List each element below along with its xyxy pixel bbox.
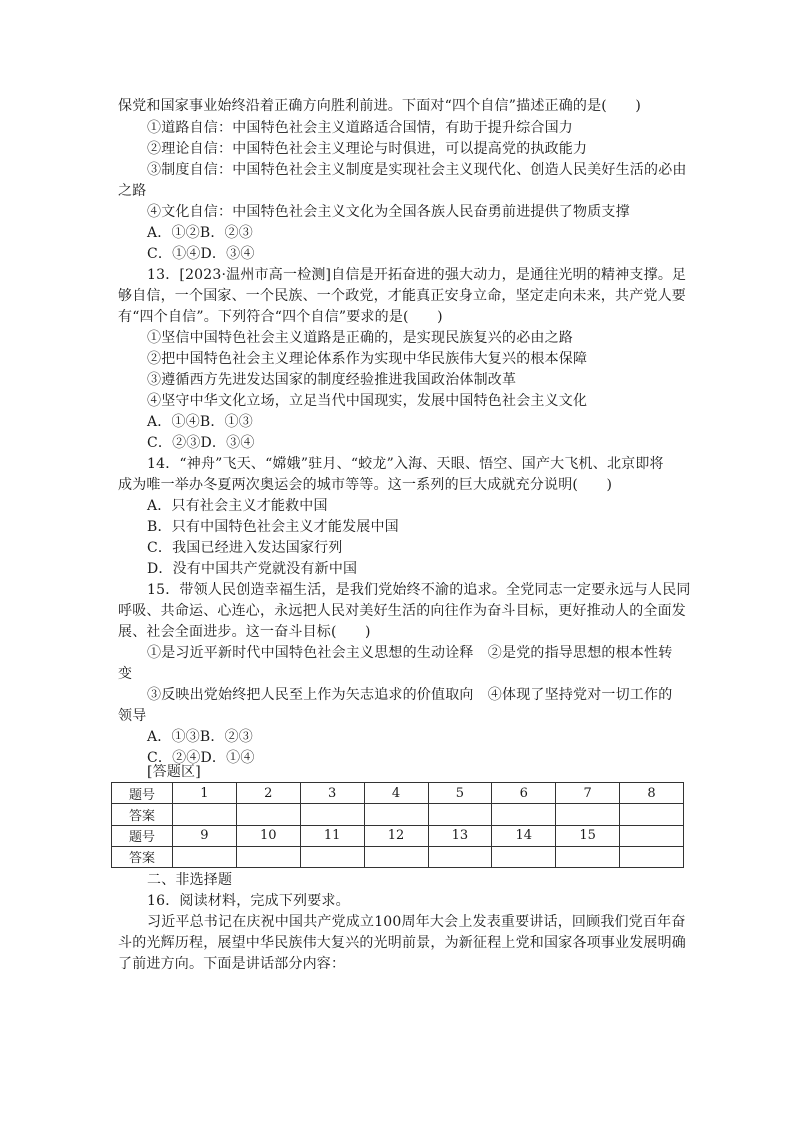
answer-cell[interactable]: [428, 804, 492, 825]
answer-table: [111, 782, 684, 868]
table-cell: 9: [173, 825, 237, 846]
answer-cell[interactable]: [173, 846, 237, 867]
table-cell: 6: [492, 783, 556, 804]
answer-cell[interactable]: [492, 846, 556, 867]
table-cell: 11: [300, 825, 364, 846]
choice-line: A．①③B．②③: [147, 729, 253, 745]
answer-cell[interactable]: [364, 804, 428, 825]
table-row: [112, 783, 684, 804]
option-statement: ③反映出党始终把人民至上作为矢志追求的价值取向 ④体现了坚持党对一切工作的: [147, 687, 673, 703]
answer-cell[interactable]: [236, 846, 300, 867]
option-statement: ③遵循西方先进发达国家的制度经验推进我国政治体制改革: [147, 372, 517, 388]
answer-cell[interactable]: [173, 804, 237, 825]
choice-line: D．没有中国共产党就没有新中国: [147, 561, 358, 577]
table-cell: [620, 825, 684, 846]
text-line: 呼吸、共命运、心连心，永远把人民对美好生活的向往作为奋斗目标，更好推动人的全面发: [118, 603, 686, 619]
option-statement: ③制度自信：中国特色社会主义制度是实现社会主义现代化、创造人民美好生活的必由: [147, 162, 687, 178]
table-cell: 4: [364, 783, 428, 804]
answer-cell[interactable]: [428, 846, 492, 867]
table-cell: 2: [236, 783, 300, 804]
answer-area-label: [答题区]: [147, 764, 201, 780]
table-cell: 10: [236, 825, 300, 846]
option-statement: ②把中国特色社会主义理论体系作为实现中华民族伟大复兴的根本保障: [147, 351, 588, 367]
answer-cell[interactable]: [556, 804, 620, 825]
option-statement: ②理论自信：中国特色社会主义理论与时俱进，可以提高党的执政能力: [147, 141, 588, 157]
question-14: 14．“神舟”飞天、“嫦娥”驻月、“蛟龙”入海、天眼、悟空、国产大飞机、北京即将: [147, 456, 664, 472]
choice-line: A．只有社会主义才能救中国: [147, 498, 328, 514]
choice-line: B．只有中国特色社会主义才能发展中国: [147, 519, 399, 535]
question-13: 13．[2023·温州市高一检测]自信是开拓奋进的强大动力，是通往光明的精神支撑。足: [147, 267, 687, 283]
table-cell: 8: [620, 783, 684, 804]
question-16: 16．阅读材料，完成下列要求。: [147, 893, 350, 909]
table-header-cell: 题号: [112, 825, 173, 846]
text-line: 之路: [118, 183, 147, 199]
text-line: 斗的光辉历程，展望中华民族伟大复兴的光明前景，为新征程上党和国家各项事业发展明确: [118, 935, 686, 951]
answer-cell[interactable]: [236, 804, 300, 825]
table-header-cell: 答案: [112, 804, 173, 825]
table-cell: 5: [428, 783, 492, 804]
text-line: 了前进方向。下面是讲话部分内容：: [118, 956, 346, 972]
text-line: 成为唯一举办冬夏两次奥运会的城市等等。这一系列的巨大成就充分说明( ): [118, 477, 613, 493]
table-row: [112, 825, 684, 846]
text-line: 保党和国家事业始终沿着正确方向胜利前进。下面对“四个自信”描述正确的是( ): [118, 98, 642, 114]
table-header-cell: 答案: [112, 846, 173, 867]
option-statement: ④文化自信：中国特色社会主义文化为全国各族人民奋勇前进提供了物质支撑: [147, 204, 630, 220]
table-cell: 7: [556, 783, 620, 804]
section-heading: 二、非选择题: [147, 872, 233, 888]
choice-line: A．①④B．①③: [147, 414, 253, 430]
option-statement: ①坚信中国特色社会主义道路是正确的，是实现民族复兴的必由之路: [147, 330, 573, 346]
table-row: [112, 846, 684, 867]
table-cell: 1: [173, 783, 237, 804]
table-header-cell: 题号: [112, 783, 173, 804]
table-cell: 3: [300, 783, 364, 804]
answer-cell[interactable]: [492, 804, 556, 825]
answer-cell[interactable]: [620, 804, 684, 825]
option-statement: ④坚守中华文化立场，立足当代中国现实，发展中国特色社会主义文化: [147, 393, 588, 409]
choice-line: C．②④D．①④: [147, 750, 255, 766]
choice-line: C．我国已经进入发达国家行列: [147, 540, 343, 556]
text-line: 习近平总书记在庆祝中国共产党成立100周年大会上发表重要讲话，回顾我们党百年奋: [147, 914, 686, 930]
answer-cell[interactable]: [364, 846, 428, 867]
choice-line: C．②③D．③④: [147, 435, 255, 451]
option-statement: ①道路自信：中国特色社会主义道路适合国情，有助于提升综合国力: [147, 120, 573, 136]
table-cell: 13: [428, 825, 492, 846]
table-cell: 15: [556, 825, 620, 846]
table-row: [112, 804, 684, 825]
text-line: 变: [118, 666, 133, 682]
text-line: 有“四个自信”。下列符合“四个自信”要求的是( ): [118, 309, 443, 325]
text-line: 领导: [118, 708, 147, 724]
choice-line: A．①②B．②③: [147, 225, 253, 241]
text-line: 够自信，一个国家、一个民族、一个政党，才能真正安身立命，坚定走向未来，共产党人要: [118, 288, 686, 304]
table-cell: 12: [364, 825, 428, 846]
choice-line: C．①④D．③④: [147, 246, 255, 262]
answer-cell[interactable]: [300, 804, 364, 825]
text-line: 展、社会全面进步。这一奋斗目标( ): [118, 624, 371, 640]
answer-cell[interactable]: [556, 846, 620, 867]
answer-cell[interactable]: [620, 846, 684, 867]
answer-cell[interactable]: [300, 846, 364, 867]
option-statement: ①是习近平新时代中国特色社会主义思想的生动诠释 ②是党的指导思想的根本性转: [147, 645, 673, 661]
question-15: 15．带领人民创造幸福生活，是我们党始终不渝的追求。全党同志一定要永远与人民同: [147, 582, 691, 598]
table-cell: 14: [492, 825, 556, 846]
